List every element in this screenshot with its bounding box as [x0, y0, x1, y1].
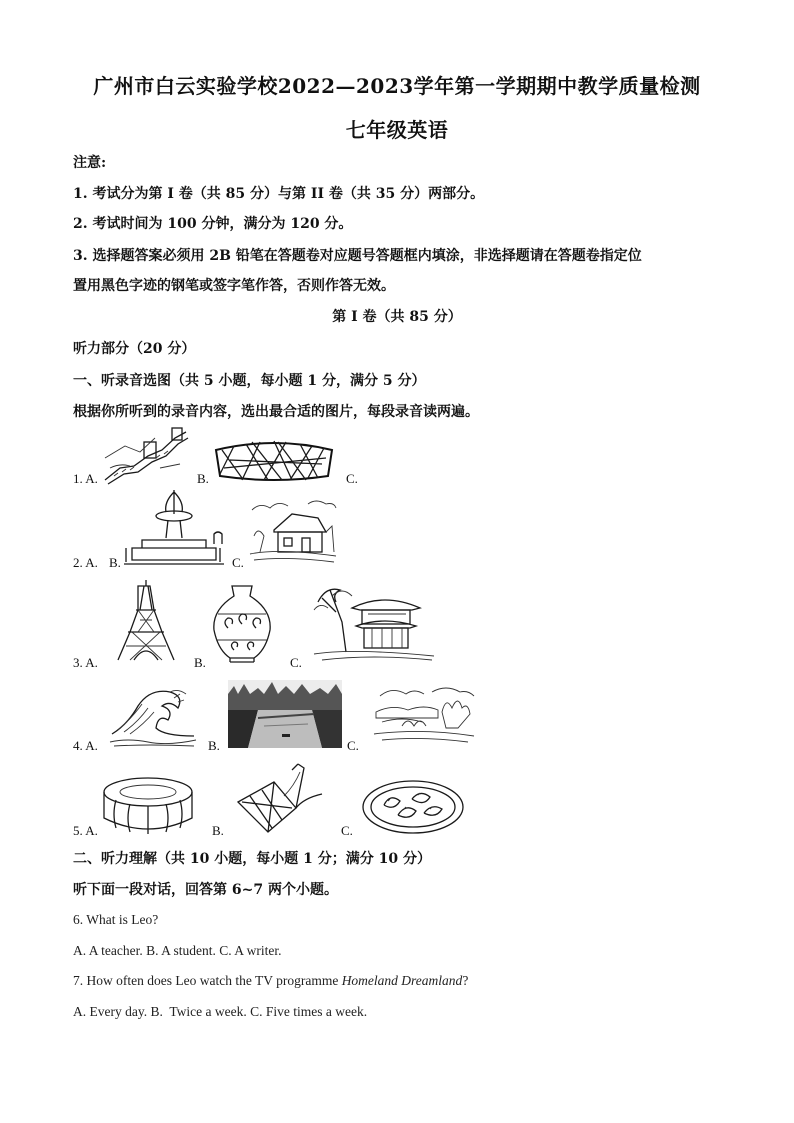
q1-label-b: B.: [197, 471, 209, 486]
section1-instruction: 根据你所听到的录音内容，选出最合适的图片，每段录音读两遍。: [73, 404, 479, 420]
fountain-image: [122, 488, 226, 568]
q7-question-prefix: 7. How often does Leo watch the TV programme: [73, 973, 342, 988]
q2-label-b: B.: [109, 555, 121, 570]
section1-heading: 一、听录音选图（共 5 小题，每小题 1 分，满分 5 分）: [73, 373, 426, 389]
q6-question: 6. What is Leo?: [73, 912, 159, 927]
section2-heading: 二、听力理解（共 10 小题，每小题 1 分；满分 10 分）: [73, 851, 431, 867]
q3-label-b: B.: [194, 655, 206, 670]
q5-label-a: 5. A.: [73, 823, 98, 838]
note-item-2: 2. 考试时间为 100 分钟，满分为 120 分。: [73, 216, 353, 232]
farmhouse-image: [248, 496, 338, 566]
great-wall-image: [100, 428, 190, 486]
page-subtitle: 七年级英语: [345, 118, 449, 142]
chinese-pavilion-image: [312, 582, 436, 662]
note-item-1: 1. 考试分为第 I 卷（共 85 分）与第 II 卷（共 35 分）两部分。: [73, 186, 485, 202]
garden-landscape-image: [372, 682, 476, 746]
birds-nest-stadium-image: [212, 436, 336, 481]
q1-label-a: 1. A.: [73, 471, 98, 486]
q4-label-c: C.: [347, 738, 359, 753]
part1-heading: 第 I 卷（共 85 分）: [332, 309, 462, 325]
q7-question-suffix: ?: [462, 973, 469, 988]
q3-label-c: C.: [290, 655, 302, 670]
q7-programme-title: Homeland Dreamland: [341, 973, 463, 988]
q2-label-c: C.: [232, 555, 244, 570]
zongzi-image: [234, 762, 326, 834]
q1-label-c: C.: [346, 471, 358, 486]
q4-label-a: 4. A.: [73, 738, 98, 753]
dumplings-image: [360, 775, 466, 837]
mooncake-image: [100, 774, 196, 838]
q7-options: A. Every day. B. Twice a week. C. Five times a week.: [73, 1004, 368, 1019]
section2-instruction: 听下面一段对话，回答第 6~7 两个小题。: [73, 882, 338, 898]
notes-heading: 注意:: [73, 155, 107, 171]
eiffel-tower-image: [104, 580, 188, 662]
q6-options: A. A teacher. B. A student. C. A writer.: [73, 943, 282, 958]
listening-heading: 听力部分（20 分）: [73, 341, 196, 357]
note-item-3: 3. 选择题答案必须用 2B 铅笔在答题卷对应题号答题框内填涂，非选择题请在答题卷指定位: [73, 248, 642, 264]
q7-question: [73, 973, 468, 989]
q2-label-a: 2. A.: [73, 555, 98, 570]
wave-image: [108, 684, 198, 748]
q4-label-b: B.: [208, 738, 220, 753]
q5-label-c: C.: [341, 823, 353, 838]
page-title: 广州市白云实验学校2022—2023学年第一学期期中教学质量检测: [93, 74, 701, 98]
river-city-image: [228, 680, 342, 748]
vase-image: [210, 584, 274, 664]
note-item-3-cont: 置用黑色字迹的钢笔或签字笔作答，否则作答无效。: [73, 278, 395, 294]
q5-label-b: B.: [212, 823, 224, 838]
q3-label-a: 3. A.: [73, 655, 98, 670]
